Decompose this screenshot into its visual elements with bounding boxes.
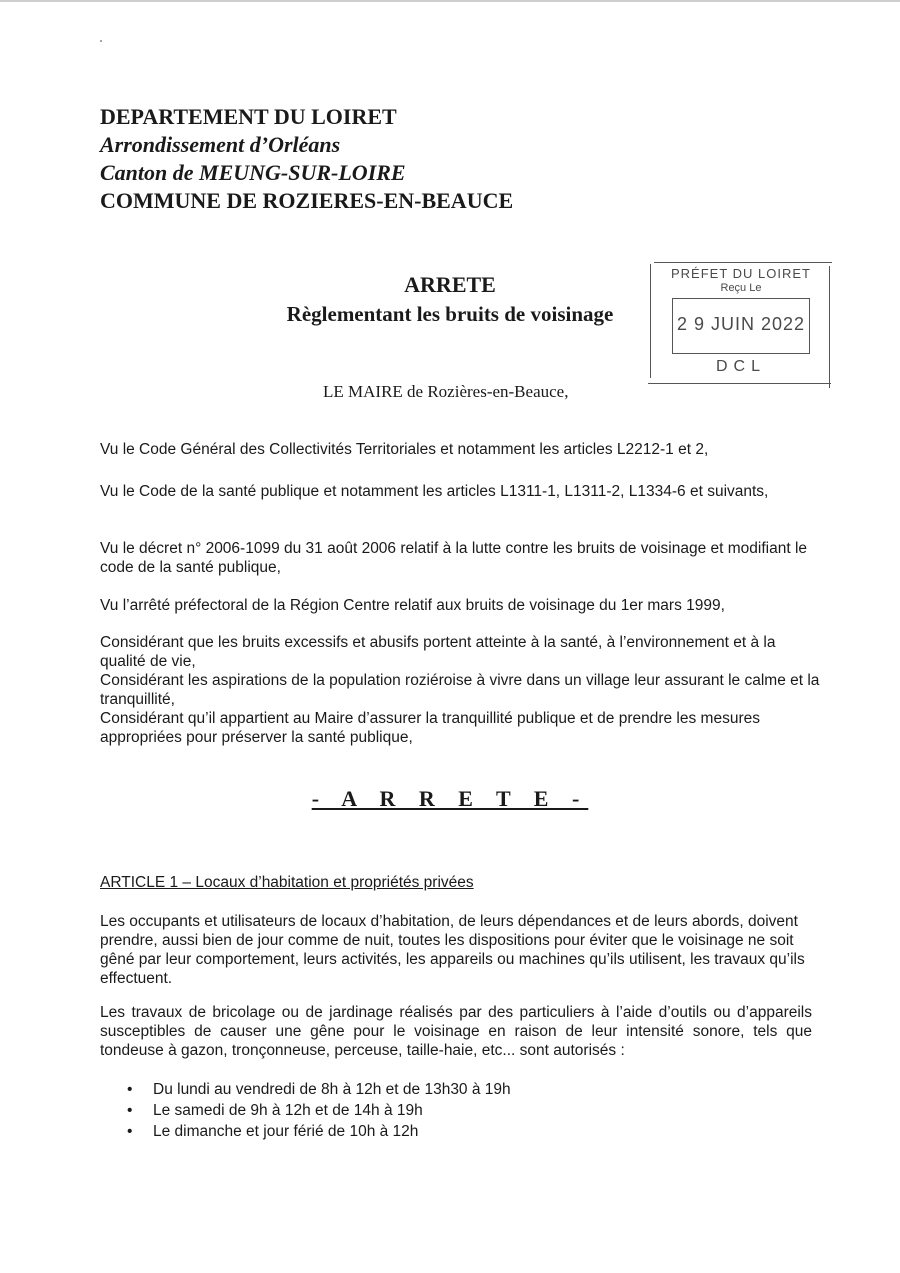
header-arrondissement: Arrondissement d’Orléans <box>100 132 341 157</box>
stamp-border-bottom <box>648 383 831 384</box>
title-main: ARRETE <box>404 272 496 297</box>
stamp-prefet-label: PRÉFET DU LOIRET <box>670 266 811 281</box>
mayor-line: LE MAIRE de Rozières-en-Beauce, <box>323 382 569 401</box>
header-commune: COMMUNE DE ROZIERES-EN-BEAUCE <box>100 188 514 213</box>
consideration-aspirations: Considérant les aspirations de la population roziéroise à vivre dans un village leur assurant le calme et la tranquillité, <box>100 672 820 708</box>
list-item: • Le samedi de 9h à 12h et de 14h à 19h <box>100 1100 511 1121</box>
prefecture-reception-stamp <box>648 262 834 388</box>
scan-speck <box>100 40 102 42</box>
consideration-cgct: Vu le Code Général des Collectivités Territoriales et notamment les articles L2212-1 et 2, <box>100 441 709 458</box>
page-top-edge <box>0 0 900 2</box>
article-1-paragraph-1: Les occupants et utilisateurs de locaux d’habitation, de leurs dépendances et de leurs abords, doivent prendre, aussi bien de jour comme de nuit, toutes les dispositions pour éviter que le voisinage ne soit gêné par leur comportement, leurs activités, les appareils ou machines qu’ils utilisent, les travaux qu’ils effectuent. <box>100 913 805 987</box>
stamp-date: 2 9 JUIN 2022 <box>676 314 806 334</box>
consideration-bruits-excessifs: Considérant que les bruits excessifs et abusifs portent atteinte à la santé, à l’environnement et à la qualité de vie, <box>100 634 776 670</box>
list-item: • Le dimanche et jour férié de 10h à 12h <box>100 1121 511 1142</box>
stamp-date-box <box>672 298 810 354</box>
document-title <box>250 271 650 328</box>
consideration-sante-publique: Vu le Code de la santé publique et notamment les articles L1311-1, L1311-2, L1334-6 et suivants, <box>100 483 769 500</box>
title-subtitle: Règlementant les bruits de voisinage <box>286 302 614 326</box>
arrete-heading: - A R R E T E - <box>311 786 589 811</box>
stamp-received-label: Reçu Le <box>720 282 762 294</box>
list-item: • Du lundi au vendredi de 8h à 12h et de 13h30 à 19h <box>100 1079 511 1100</box>
consideration-arrete-prefectoral: Vu l’arrêté préfectoral de la Région Centre relatif aux bruits de voisinage du 1er mars 1999, <box>100 597 725 614</box>
document-header <box>100 103 513 215</box>
consideration-tranquillite: Considérant qu’il appartient au Maire d’assurer la tranquillité publique et de prendre les mesures appropriées pour préserver la santé publique, <box>100 710 760 746</box>
stamp-service-code: DCL <box>715 358 766 375</box>
header-department: DEPARTEMENT DU LOIRET <box>100 104 397 129</box>
consideration-decret: Vu le décret n° 2006-1099 du 31 août 2006 relatif à la lutte contre les bruits de voisinage et modifiant le code de la santé publique, <box>100 540 808 576</box>
stamp-border-top <box>654 262 832 263</box>
article-1-paragraph-2: Les travaux de bricolage ou de jardinage réalisés par des particuliers à l’aide d’outils ou d’appareils susceptibles de causer une gêne pour le voisinage en raison de leur intensité sonore, tels que tondeuse à gazon, tronçonneuse, perceuse, taille-haie, etc... sont autorisés : <box>100 1004 812 1059</box>
header-canton: Canton de MEUNG-SUR-LOIRE <box>100 160 406 185</box>
allowed-hours-list <box>100 1079 511 1142</box>
article-1-heading: ARTICLE 1 – Locaux d’habitation et propriétés privées <box>100 874 474 891</box>
